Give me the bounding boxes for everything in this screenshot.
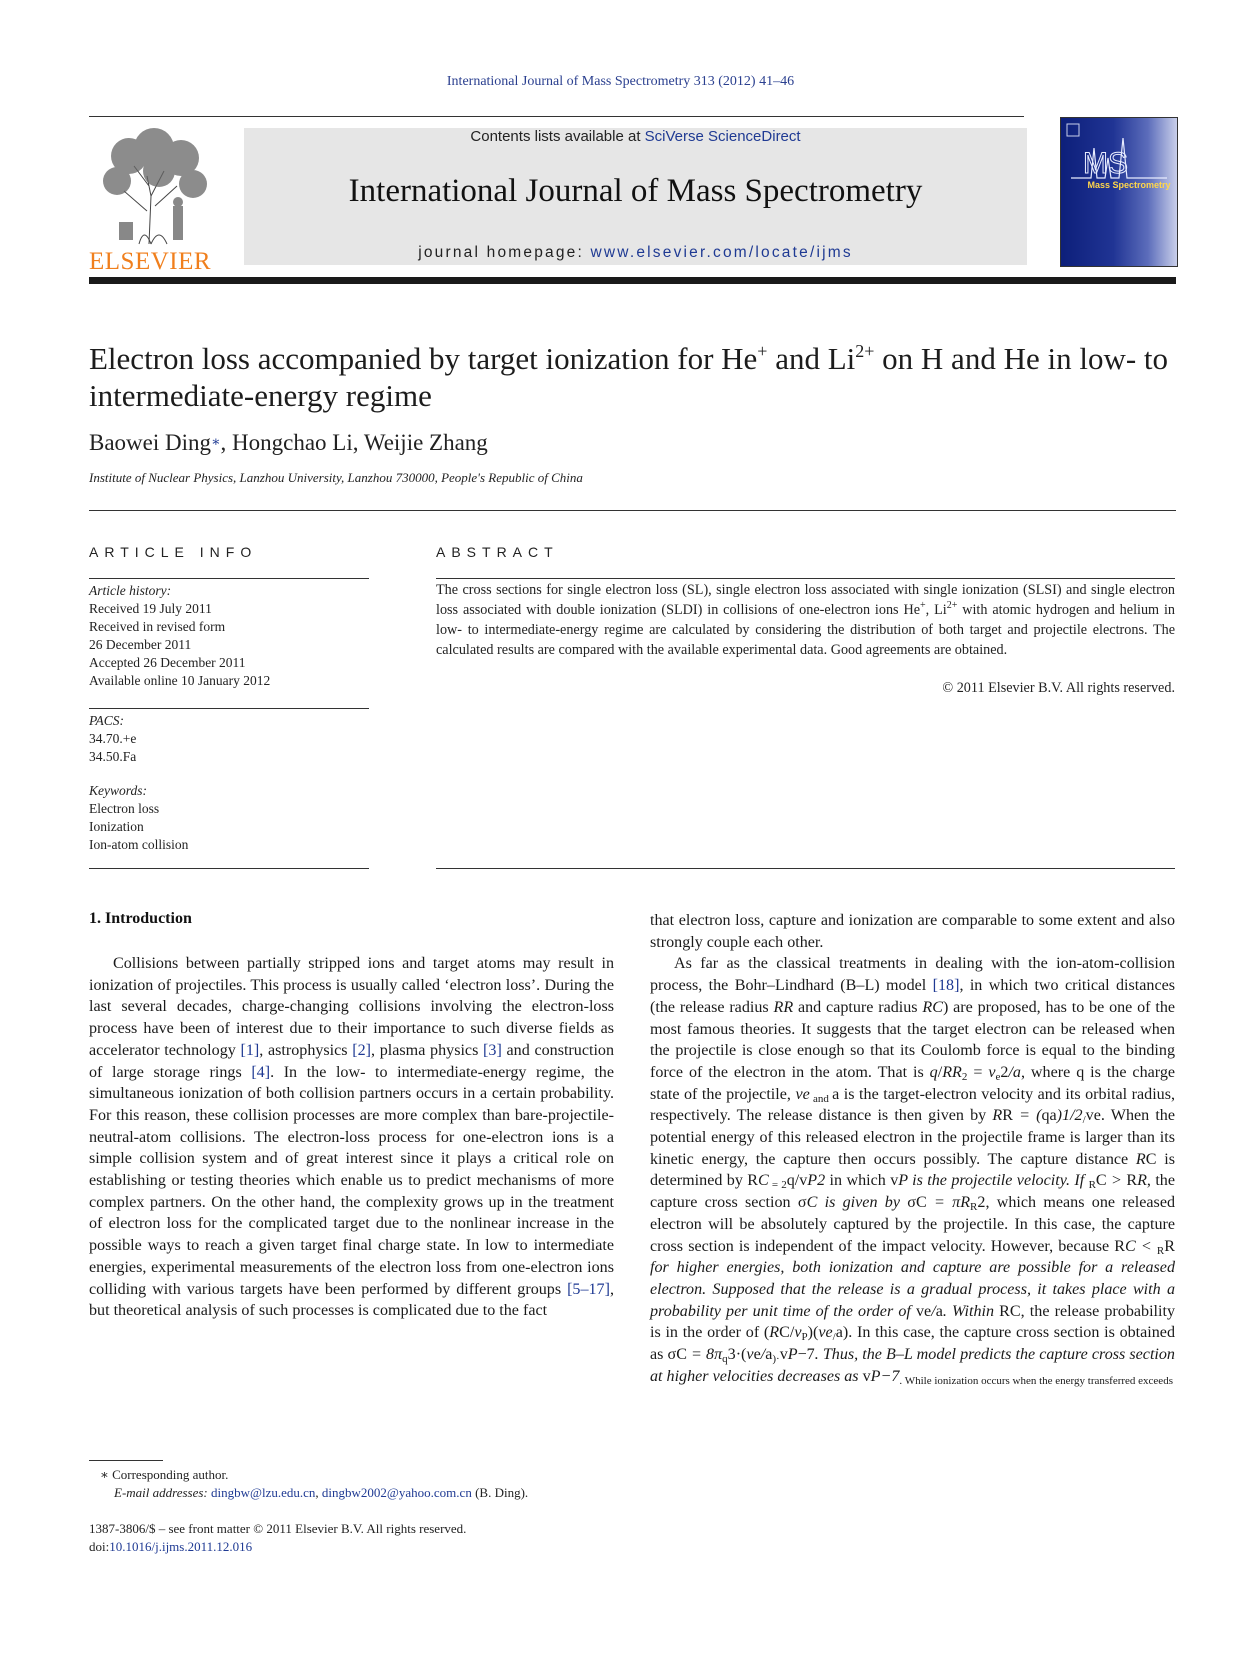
math-subscript: R: [970, 1201, 978, 1214]
text-run: ) are proposed, has to be one of the most famous theories. It suggests that the target electron can be released when the projectile is close enough so that its Coulomb force is equal to the binding force of the electron in the atom. That is: [650, 998, 1176, 1081]
section-title-introduction: 1. Introduction: [89, 910, 192, 927]
text-run: v: [862, 1367, 871, 1385]
affiliation: Institute of Nuclear Physics, Lanzhou University, Lanzhou 730000, People's Republic of China: [89, 470, 583, 485]
keywords-block: [89, 782, 369, 854]
math-symbol: R: [1135, 1150, 1146, 1168]
article-info-heading: ARTICLE INFO: [89, 544, 258, 560]
intro-left-column: [89, 953, 614, 1322]
math-symbol: /: [931, 1302, 936, 1320]
citation-link[interactable]: [1]: [240, 1041, 260, 1059]
text-run: R: [1002, 1107, 1013, 1125]
math-symbol: for higher energies, both ionization and capture are possible for a released electron. Supposed that the release is a gradual process, it takes place with a probability per unit time of the order of: [650, 1259, 1175, 1320]
article-info-rule-top: [89, 578, 369, 579]
math-subscript: . While ionization occurs when the energy transferred exceeds: [899, 1374, 1173, 1387]
math-symbol: R: [769, 1324, 780, 1342]
issn-line: 1387-3806/$ – see front matter © 2011 Elsevier B.V. All rights reserved.: [89, 1521, 467, 1536]
math-symbol: C: [806, 1194, 818, 1212]
abstract-sup-a: +: [920, 600, 926, 611]
text-run: C: [676, 1346, 687, 1364]
email-separator: ,: [315, 1485, 322, 1500]
math-subscript: = 2: [768, 1179, 787, 1192]
math-symbol: C: [932, 998, 943, 1016]
text-run: R: [1164, 1237, 1175, 1255]
math-symbol: <: [1135, 1237, 1157, 1255]
math-subscript: P: [801, 1331, 808, 1344]
text-run: σ: [667, 1346, 677, 1364]
math-subscript: q: [722, 1353, 728, 1366]
math-symbol: v: [988, 1063, 996, 1081]
text-run: C: [915, 1194, 927, 1212]
math-symbol: R: [942, 1063, 953, 1081]
keywords-label: Keywords:: [89, 783, 147, 798]
email-label: E-mail addresses:: [114, 1485, 212, 1500]
text-run: v: [799, 1172, 808, 1190]
text-run: qa: [1041, 1107, 1057, 1125]
text-run: e: [1093, 1107, 1101, 1125]
text-run: /: [789, 1324, 795, 1342]
text-run: 2: [1000, 1063, 1009, 1081]
text-run: , but theoretical analysis of such processes is complicated due to the fact: [89, 1280, 614, 1320]
article-history: [89, 582, 369, 690]
text-run: , in which two critical distances (the release radius: [650, 977, 1175, 1016]
svg-text:MS: MS: [1083, 147, 1128, 180]
publisher-wordmark: ELSEVIER: [89, 248, 212, 275]
text-run: v: [916, 1302, 925, 1320]
corresponding-author-footnote: [100, 1466, 660, 1502]
citation-link[interactable]: [3]: [483, 1041, 502, 1059]
text-run: is determined by: [650, 1150, 1175, 1190]
math-symbol: P: [807, 1172, 818, 1190]
math-subscript: /: [1082, 1114, 1086, 1127]
math-symbol: 1/2: [1062, 1107, 1083, 1125]
history-item: Received 19 July 2011: [89, 601, 212, 616]
math-symbol: v: [746, 1346, 754, 1364]
text-run: in which: [825, 1172, 891, 1190]
abstract-sup-b: 2+: [946, 600, 958, 611]
doi-label: doi:: [89, 1539, 110, 1554]
math-symbol: 2: [817, 1172, 826, 1190]
text-run: a: [835, 1324, 843, 1342]
math-symbol: /: [1008, 1063, 1013, 1081]
author-list: [89, 430, 488, 456]
text-run: C: [1095, 1172, 1107, 1190]
homepage-line: [244, 244, 1027, 262]
citation-link[interactable]: [5–17]: [567, 1280, 610, 1298]
text-run: v: [890, 1172, 899, 1190]
math-symbol: P: [787, 1346, 798, 1364]
text-run: a: [832, 1085, 840, 1103]
text-run: ·(: [735, 1346, 747, 1364]
abstract-text-c: with atomic hydrogen and helium in low- to intermediate-energy regime are calculated by considering the distribution of both target and projectile electrons. The calculated results are compared with the available experimental data. Good agreements are obtained.: [436, 602, 1175, 658]
math-symbol: P: [870, 1367, 881, 1385]
text-run: C: [1145, 1150, 1157, 1168]
pacs-item: 34.70.+e: [89, 731, 137, 746]
history-item: Received in revised form: [89, 619, 226, 634]
history-item: 26 December 2011: [89, 637, 192, 652]
math-subscript: e: [995, 1070, 1001, 1083]
history-label: Article history:: [89, 583, 172, 598]
text-run: e: [753, 1346, 761, 1364]
header-thick-rule: [89, 277, 1176, 284]
elsevier-tree-icon: [89, 126, 219, 246]
abstract-heading: ABSTRACT: [436, 544, 559, 560]
text-run: a: [935, 1302, 943, 1320]
keyword-item: Ionization: [89, 819, 144, 834]
math-symbol: . Thus, the B–L model predicts the capture cross section at higher velocities decreases as: [650, 1346, 1175, 1385]
email-link-1[interactable]: dingbw@lzu.edu.cn: [211, 1485, 316, 1500]
text-run: and construction of large storage rings: [89, 1041, 615, 1081]
footnote-text: Corresponding author.: [108, 1467, 229, 1482]
corresponding-author-mark[interactable]: ∗: [211, 435, 221, 450]
math-subscript: 2: [961, 1070, 968, 1083]
front-matter-footer: [89, 1520, 689, 1556]
math-symbol: −7: [880, 1367, 900, 1385]
text-run: ). In this case, the capture cross section is obtained as: [650, 1324, 1175, 1364]
pacs-label: PACS:: [89, 713, 125, 728]
title-sup-1: +: [757, 341, 768, 361]
cover-spectrum-icon: [1061, 118, 1177, 266]
text-run: σ: [797, 1194, 807, 1212]
math-symbol: v: [818, 1324, 826, 1342]
text-run: e: [924, 1302, 932, 1320]
math-symbol: R: [952, 1063, 962, 1081]
email-link-2[interactable]: dingbw2002@yahoo.com.cn: [321, 1485, 472, 1500]
text-run: C: [779, 1324, 790, 1342]
text-run: R: [1114, 1237, 1126, 1255]
author-1: Baowei Ding: [89, 430, 212, 455]
text-run: /: [794, 1172, 800, 1190]
abstract-rule-top: [436, 578, 1175, 579]
abstract-text-b: , Li: [925, 602, 947, 618]
title-sup-2: 2+: [855, 341, 875, 361]
math-symbol: R: [992, 1107, 1003, 1125]
text-run: Collisions between partially stripped ions and target atoms may result in ionization of projectiles. This process is usually called ‘electron loss’. During the last several decades, charge-changing collisions involving the electron-loss process have been of interest due to their importance to such diverse fields as accelerator technology: [89, 955, 614, 1059]
title-part-1: Electron loss accompanied by target ionization for He: [89, 341, 758, 376]
text-run: R: [999, 1302, 1010, 1320]
text-run: , which means one released electron will be absolutely captured by the projectile. In this case, the capture cross section is independent of the impact velocity. However, because: [650, 1194, 1176, 1255]
contents-line: [244, 128, 1027, 145]
title-divider: [89, 510, 1176, 511]
email-suffix: (B. Ding).: [471, 1485, 529, 1500]
math-symbol: is the projectile velocity. If: [907, 1172, 1089, 1190]
article-info-rule-mid: [89, 708, 369, 709]
keyword-item: Electron loss: [89, 801, 160, 816]
top-rule: [89, 116, 1024, 117]
math-symbol: R: [783, 998, 794, 1016]
homepage-link[interactable]: www.elsevier.com/locate/ijms: [590, 244, 853, 261]
math-symbol: v: [795, 1085, 803, 1103]
journal-banner: [244, 128, 1027, 265]
text-run: =: [967, 1063, 989, 1081]
doi-link[interactable]: 10.1016/j.ijms.2011.12.016: [109, 1539, 253, 1554]
title-part-2: and Li: [767, 341, 856, 376]
pacs-block: [89, 712, 369, 766]
text-run: , the release probability is in the order of (: [650, 1302, 1176, 1342]
math-symbol: = 8π: [686, 1346, 723, 1364]
citation-link[interactable]: [4]: [251, 1063, 271, 1081]
authors-rest: , Hongchao Li, Weijie Zhang: [220, 430, 488, 455]
text-run: As far as the classical treatments in dealing with the ion-atom-collision process, the Bohr–Lindhard (B–L) model: [650, 955, 1175, 995]
text-run: σ: [907, 1194, 916, 1212]
math-subscript: /: [832, 1331, 836, 1344]
math-symbol: R: [960, 1194, 971, 1212]
math-symbol: R: [773, 998, 784, 1016]
text-run: a: [765, 1346, 773, 1364]
footnote-rule: [89, 1460, 163, 1461]
math-symbol: v: [794, 1324, 802, 1342]
math-symbol: P: [898, 1172, 908, 1190]
journal-cover-image[interactable]: [1060, 117, 1178, 267]
math-symbol: = π: [926, 1194, 961, 1212]
elsevier-logo[interactable]: [89, 126, 219, 275]
math-symbol: a: [1012, 1063, 1021, 1081]
math-subscript: R: [1156, 1244, 1165, 1257]
math-symbol: >: [1106, 1172, 1127, 1190]
text-run: is the target-electron velocity and its orbital radius, respectively. The release distance is then given by: [650, 1085, 1175, 1125]
text-run: q: [1076, 1063, 1085, 1081]
text-run: q: [786, 1172, 795, 1190]
abstract-text: [436, 580, 1175, 660]
history-item: Available online 10 January 2012: [89, 673, 271, 688]
intro-paragraph-continued: that electron loss, capture and ionization are comparable to some extent and also strongly couple each other.: [650, 912, 1175, 951]
text-run: , the capture cross section: [650, 1172, 1175, 1212]
text-run: 2: [977, 1194, 986, 1212]
text-run: , astrophysics: [259, 1041, 353, 1059]
keyword-item: Ion-atom collision: [89, 837, 189, 852]
math-symbol: e: [825, 1324, 833, 1342]
title-part-3: on H and He in low- to intermediate-energy regime: [89, 341, 1169, 413]
homepage-prefix: journal homepage:: [418, 244, 591, 261]
text-run: , plasma physics: [371, 1041, 484, 1059]
pacs-item: 34.50.Fa: [89, 749, 137, 764]
text-run: /: [937, 1063, 943, 1081]
text-run: )(: [807, 1324, 819, 1342]
intro-paragraph-1: [89, 953, 614, 1322]
sciencedirect-link[interactable]: SciVerse ScienceDirect: [644, 128, 801, 145]
article-info-rule-bottom: [89, 868, 369, 869]
math-symbol: q: [929, 1063, 938, 1081]
math-subscript: R: [1088, 1179, 1096, 1192]
math-symbol: . Within: [942, 1302, 1000, 1320]
math-subscript: )·: [772, 1353, 780, 1366]
abstract-text-a: The cross sections for single electron loss (SL), single electron loss associated with single ionization (SLSI) and single electron loss associated with double ionization (SLDI) in collisions of one-electron ions He: [436, 582, 1175, 618]
citation-link[interactable]: [18]: [932, 977, 960, 995]
text-run: −7: [797, 1346, 815, 1364]
journal-title: International Journal of Mass Spectrometry: [348, 173, 923, 209]
text-run: , where: [1020, 1063, 1077, 1081]
abstract-copyright: © 2011 Elsevier B.V. All rights reserved.: [942, 680, 1175, 696]
text-run: and capture radius: [793, 998, 923, 1016]
footnote-mark: ∗: [100, 1467, 109, 1482]
text-run: 3: [727, 1346, 736, 1364]
math-symbol: is given by: [817, 1194, 908, 1212]
intro-paragraph-2: [650, 953, 1175, 1387]
text-run: . When the potential energy of this released electron in the projectile frame is larger than its kinetic energy, the capture then occurs possibly. The capture distance: [650, 1107, 1175, 1168]
text-run: is the charge state of the projectile,: [650, 1063, 1176, 1103]
text-run: v: [1085, 1107, 1094, 1125]
math-subscript: and: [809, 1092, 833, 1105]
contents-prefix: Contents lists available at: [470, 128, 645, 145]
math-symbol: ): [1056, 1107, 1063, 1125]
math-symbol: = (: [1012, 1107, 1042, 1125]
history-item: Accepted 26 December 2011: [89, 655, 246, 670]
math-symbol: C: [758, 1172, 769, 1190]
text-run: R: [747, 1172, 759, 1190]
math-symbol: e: [802, 1085, 810, 1103]
math-symbol: R: [922, 998, 933, 1016]
abstract-rule-bottom: [436, 868, 1175, 869]
text-run: R: [1126, 1172, 1138, 1190]
text-run: . In the low- to intermediate-energy regime, the simultaneous ionization of both collision partners occurs in a certain probability. For this reason, these collision processes are more complex than bare-projectile-neutral-atom collisions. The electron-loss process for one-electron ions is a simple collision system and of great interest since it plays a critical role on establishing or testing theories which enable us to predict mechanisms of more complex partners. On the other hand, the complexity grows up in the treatment of electron loss for the complicated target due to the nonlinear increase in the possible ways to reach a given target final charge state. In low to intermediate energies, experimental measurements of the electron loss from one-electron ions colliding with various targets have been performed by different groups: [89, 1063, 614, 1298]
journal-reference[interactable]: International Journal of Mass Spectrometry 313 (2012) 41–46: [446, 74, 795, 89]
math-symbol: C: [1125, 1237, 1136, 1255]
math-symbol: R: [1137, 1172, 1147, 1190]
intro-right-column: [650, 910, 1175, 1387]
paper-title: [89, 340, 1179, 414]
citation-link[interactable]: [2]: [352, 1041, 372, 1059]
text-run: C: [1009, 1302, 1021, 1320]
text-run: v: [779, 1346, 788, 1364]
cover-label: Mass Spectrometry: [1087, 180, 1171, 190]
math-symbol: /: [760, 1346, 766, 1364]
